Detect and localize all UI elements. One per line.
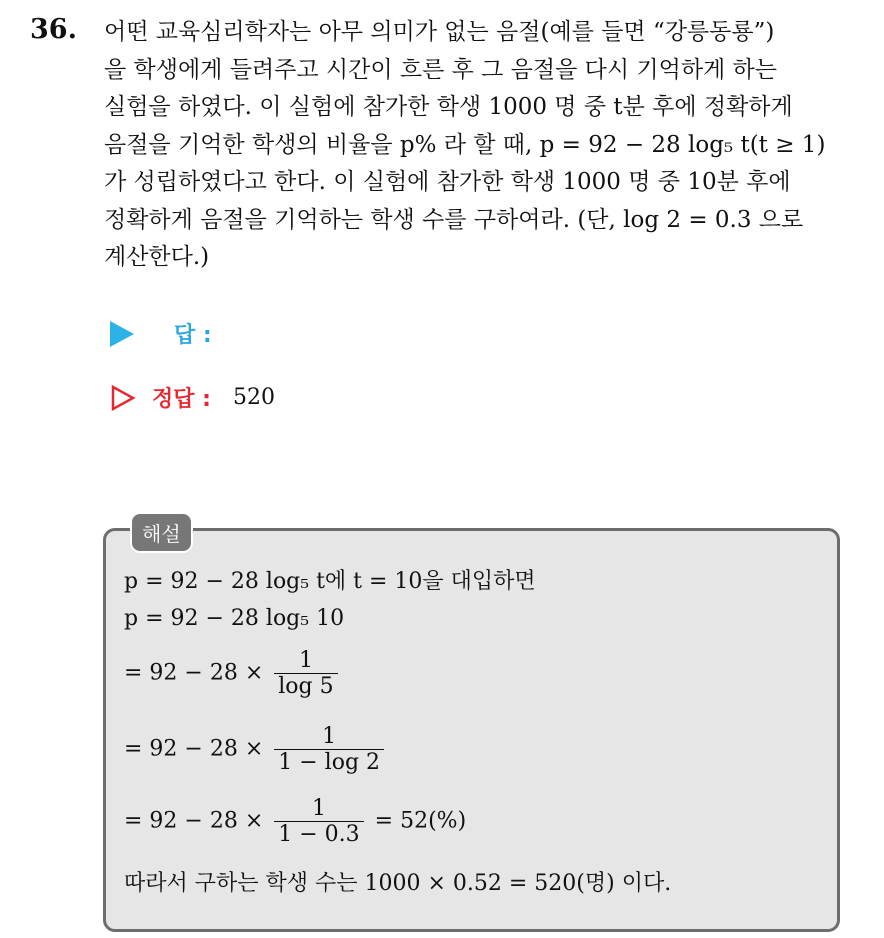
solution-line xyxy=(124,648,342,699)
denominator: 1 − 0.3 xyxy=(274,821,363,847)
fraction xyxy=(274,724,384,775)
play-icon xyxy=(110,321,134,347)
fraction xyxy=(274,796,363,847)
solution-line xyxy=(124,796,466,847)
expr-suffix: = 52(%) xyxy=(374,808,467,834)
question-line: 을 학생에게 들려주고 시간이 흐른 후 그 음절을 다시 기억하게 하는 xyxy=(104,56,777,83)
denominator: log 5 xyxy=(274,673,337,699)
expr-prefix: = 92 − 28 × xyxy=(124,808,264,834)
expr-prefix: = 92 − 28 × xyxy=(124,660,264,686)
denominator: 1 − log 2 xyxy=(274,749,384,775)
answer-row xyxy=(110,318,212,349)
outline-triangle-icon xyxy=(110,385,136,411)
correct-answer-label: 정답 : xyxy=(152,387,211,412)
question-line: 계산한다.) xyxy=(104,244,210,270)
expr-prefix: = 92 − 28 × xyxy=(124,736,264,762)
question-line: 가 성립하였다고 한다. 이 실험에 참가한 학생 1000 명 중 10분 후에 xyxy=(104,169,791,195)
correct-answer-row xyxy=(110,382,275,413)
question-line: 어떤 교육심리학자는 아무 의미가 없는 음절(예를 들면 “강릉동룡”) xyxy=(104,19,775,45)
question-line: 정확하게 음절을 기억하는 학생 수를 구하여라. (단, log 2 = 0.3 으로 xyxy=(104,206,804,233)
question-line: 음절을 기억한 학생의 비율을 p% 라 할 때, p = 92 − 28 log₅ t(t ≥ 1) xyxy=(104,131,826,158)
fraction xyxy=(274,648,337,699)
answer-label: 답 : xyxy=(174,323,212,348)
question-text xyxy=(104,14,864,277)
question-line: 실험을 하였다. 이 실험에 참가한 학생 1000 명 중 t분 후에 정확하게 xyxy=(104,94,793,120)
question-number: 36. xyxy=(30,14,77,45)
solution-line: p = 92 − 28 log₅ t에 t = 10을 대입하면 xyxy=(124,569,536,594)
solution-line: p = 92 − 28 log₅ 10 xyxy=(124,606,345,631)
correct-answer-value: 520 xyxy=(232,385,275,410)
solution-tab: 해설 xyxy=(130,512,193,553)
numerator: 1 xyxy=(322,724,337,749)
solution-line xyxy=(124,724,388,775)
numerator: 1 xyxy=(298,648,313,673)
solution-line: 따라서 구하는 학생 수는 1000 × 0.52 = 520(명) 이다. xyxy=(124,871,672,896)
numerator: 1 xyxy=(311,796,326,821)
